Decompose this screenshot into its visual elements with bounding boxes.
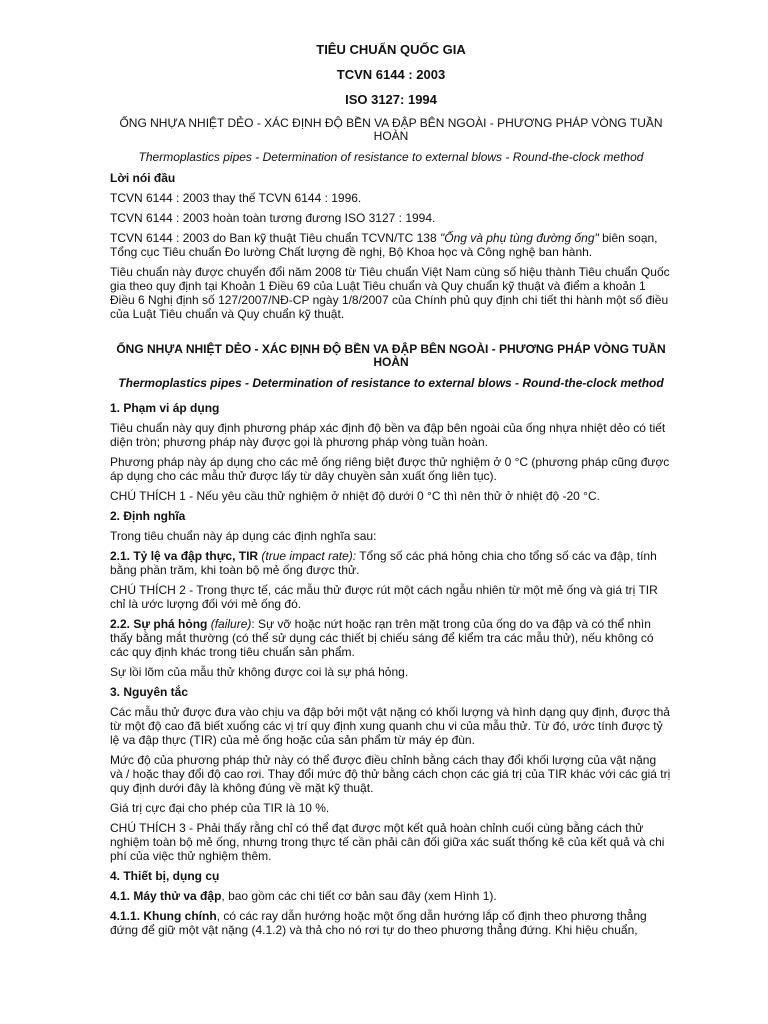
foreword-paragraph: TCVN 6144 : 2003 thay thế TCVN 6144 : 1996. [110, 191, 362, 205]
text-run: TCVN 6144 : 2003 do Ban kỹ thuật Tiêu chuẩn TCVN/TC 138 [110, 231, 440, 245]
note: CHÚ THÍCH 2 - Trong thực tế, các mẫu thử được rút một cách ngẫu nhiên từ một mẻ ống và giá trị TIR chỉ là ước lượng đối với mẻ ống đó. [110, 583, 658, 611]
term-english: (failure) [207, 617, 252, 631]
text-run: biên soạn, Tổng cục Tiêu chuẩn Đo lường Chất lượng đề nghị, Bộ Khoa học và Công nghệ ban hành. [110, 231, 658, 259]
definition [110, 617, 672, 659]
section-heading: 2. Định nghĩa [110, 509, 186, 523]
foreword-heading: Lời nói đầu [110, 171, 176, 185]
standard-label: TIÊU CHUẨN QUỐC GIA [316, 42, 466, 57]
paragraph: Tiêu chuẩn này quy định phương pháp xác định độ bền va đập bên ngoài của ống nhựa nhiệt dẻo có tiết diện tròn; phương pháp này được gọi là phương pháp vòng tuần hoàn. [110, 421, 666, 449]
paragraph [110, 909, 672, 937]
foreword-paragraph [110, 231, 672, 259]
paragraph: Các mẫu thử được đưa vào chịu va đập bởi một vật nặng có khối lượng và hình dạng quy định, được thả từ một độ cao đã biết xuống các vị trí quy định xung quanh chu vi của mẫu thử. Từ đó, ước tính được tỷ lệ va đập thực (TIR) của mẻ ống hoặc của sản phẩm từ máy ép đùn. [110, 705, 670, 747]
section-heading: 3. Nguyên tắc [110, 685, 189, 699]
note: CHÚ THÍCH 3 - Phải thấy rằng chỉ có thể đạt được một kết quả hoàn chỉnh cuối cùng bằng cách thử nghiệm toàn bộ mẻ ống, nhưng trong thực tế cần phải cân đối giữa xác suất thống kê của kết quả và chi phí của việc thử nghiệm thêm. [110, 821, 665, 863]
iso-number: ISO 3127: 1994 [345, 92, 437, 107]
paragraph: Trong tiêu chuẩn này áp dụng các định nghĩa sau: [110, 529, 377, 543]
standard-number: TCVN 6144 : 2003 [336, 67, 446, 82]
foreword-paragraph: TCVN 6144 : 2003 hoàn toàn tương đương ISO 3127 : 1994. [110, 211, 436, 225]
term: 2.2. Sự phá hỏng [110, 617, 208, 631]
paragraph [110, 889, 672, 903]
paragraph: Giá trị cực đại cho phép của TIR là 10 %. [110, 801, 330, 815]
definition [110, 549, 672, 577]
term: 2.1. Tỷ lệ va đập thực, TIR [110, 549, 259, 563]
title-vietnamese: ỐNG NHỰA NHIỆT DẺO - XÁC ĐỊNH ĐỘ BỀN VA ĐẬP BÊN NGOÀI - PHƯƠNG PHÁP VÒNG TUẦN HOÀN [119, 116, 663, 143]
note: CHÚ THÍCH 1 - Nếu yêu cầu thử nghiệm ở nhiệt độ dưới 0 °C thì nên thử ở nhiệt độ -20 °C. [110, 489, 600, 503]
main-title-english: Thermoplastics pipes - Determination of resistance to external blows - Round-the-clock method [118, 376, 664, 390]
text-run-italic: "Ống và phụ tùng đường ống" [439, 231, 599, 245]
text-run: , có các ray dẫn hướng hoặc một ống dẫn hướng lắp cố định theo phương thẳng đứng để giữ một vật nặng (4.1.2) và thả cho nó rơi tự do theo phương thẳng đứng. Khi hiệu chuẩn, [110, 909, 647, 937]
section-heading: 4. Thiết bị, dụng cụ [110, 869, 220, 883]
term: 4.1.1. Khung chính [110, 909, 217, 923]
title-english: Thermoplastics pipes - Determination of resistance to external blows - Round-the-clock method [138, 150, 644, 164]
paragraph: Mức độ của phương pháp thử này có thể được điều chỉnh bằng cách thay đổi khối lượng của vật nặng và / hoặc thay đổi độ cao rơi. Thay đổi mức độ thử bằng cách chọn các giá trị của TIR khác với các giá trị quy định dưới đây là không đúng về mặt kỹ thuật. [110, 753, 671, 795]
paragraph: Sự lồi lõm của mẫu thử không được coi là sự phá hỏng. [110, 665, 409, 679]
term-english: (true impact rate): [258, 549, 357, 563]
section-heading: 1. Phạm vi áp dụng [110, 401, 220, 415]
main-title-vietnamese: ỐNG NHỰA NHIỆT DẺO - XÁC ĐỊNH ĐỘ BỀN VA ĐẬP BÊN NGOÀI - PHƯƠNG PHÁP VÒNG TUẦN HOÀN [116, 342, 666, 369]
paragraph: Phương pháp này áp dụng cho các mẻ ống riêng biệt được thử nghiệm ở 0 °C (phương pháp cũng được áp dụng cho các mẫu thử được lấy từ dây chuyền sản xuất ống liên tục). [110, 455, 670, 483]
text-run: : Sự vỡ hoặc nứt hoặc rạn trên mặt trong của ống do va đập và có thể nhìn thấy bằng mắt thường (có thể sử dụng các thiết bị chiếu sáng để kiểm tra các mẫu thử), nếu không có các quy định khác trong tiêu chuẩn sản phẩm. [110, 617, 654, 659]
text-run: , bao gồm các chi tiết cơ bản sau đây (xem Hình 1). [221, 889, 497, 903]
text-run: Tổng số các phá hỏng chia cho tổng số các va đập, tính bằng phần trăm, khi toàn bộ mẻ ống được thử. [110, 549, 657, 577]
foreword-paragraph: Tiêu chuẩn này được chuyển đổi năm 2008 từ Tiêu chuẩn Việt Nam cùng số hiệu thành Tiêu chuẩn Quốc gia theo quy định tại Khoản 1 Điều 69 của Luật Tiêu chuẩn và Quy chuẩn kỹ thuật và điểm a khoản 1 Điều 6 Nghị định số 127/2007/NĐ-CP ngày 1/8/2007 của Chính phủ quy định chi tiết thi hành một số điều của Luật Tiêu chuẩn và Quy chuẩn kỹ thuật. [110, 265, 670, 321]
document-body [110, 42, 672, 943]
term: 4.1. Máy thử va đập [110, 889, 222, 903]
